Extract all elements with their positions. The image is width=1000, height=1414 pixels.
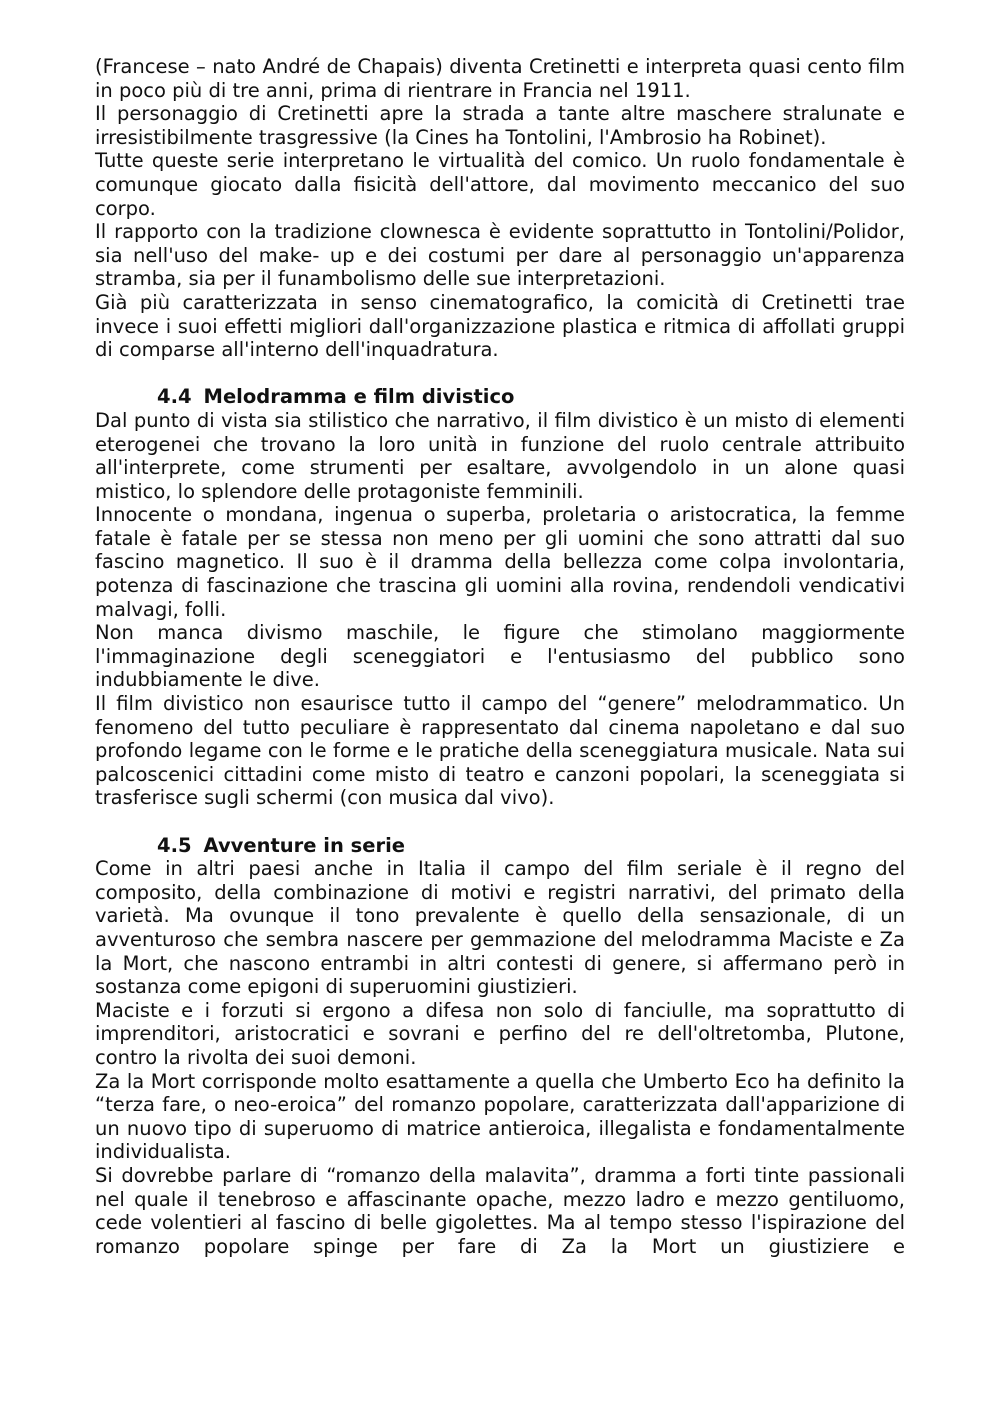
- paragraph: Za la Mort corrisponde molto esattamente a quella che Umberto Eco ha definito la “terza fare, o neo-eroica” del romanzo popolare, caratterizzata dall'apparizione di un nuovo tipo di superuomo di matrice antieroica, illegalista e fondamentalmente individualista.: [95, 1069, 905, 1164]
- paragraph: Si dovrebbe parlare di “romanzo della malavita”, dramma a forti tinte passionali nel quale il tenebroso e affascinante opache, mezzo ladro e mezzo gentiluomo, cede volentieri al fascino di belle gigolettes. Ma al tempo stesso l'ispirazione del romanzo popolare spinge per fare di Za la Mort un giustiziere e: [95, 1163, 905, 1258]
- document-page: [95, 55, 905, 1258]
- paragraph: Il film divistico non esaurisce tutto il campo del “genere” melodrammatico. Un fenomeno del tutto peculiare è rappresentato dal cinema napoletano e dal suo profondo legame con le forme e le pratiche della sceneggiatura musicale. Nata sui palcoscenici cittadini come misto di teatro e canzoni popolari, la sceneggiata si trasferisce sugli schermi (con musica dal vivo).: [95, 692, 905, 810]
- section-number: 4.5: [157, 833, 192, 857]
- section-number: 4.4: [157, 385, 192, 409]
- paragraph: (Francese – nato André de Chapais) diventa Cretinetti e interpreta quasi cento film in poco più di tre anni, prima di rientrare in Francia nel 1911.: [95, 55, 905, 102]
- section-heading-4-5: [95, 834, 905, 858]
- section-heading-4-4: [95, 385, 905, 409]
- paragraph: Il rapporto con la tradizione clownesca è evidente soprattutto in Tontolini/Polidor, sia nell'uso del make- up e dei costumi per dare al personaggio un'apparenza stramba, sia per il funambolismo delle sue interpretazioni.: [95, 220, 905, 291]
- paragraph: Maciste e i forzuti si ergono a difesa non solo di fanciulle, ma soprattutto di imprenditori, aristocratici e sovrani e perfino del re dell'oltretomba, Plutone, contro la rivolta dei suoi demoni.: [95, 998, 905, 1069]
- paragraph: Tutte queste serie interpretano le virtualità del comico. Un ruolo fondamentale è comunque giocato dalla fisicità dell'attore, dal movimento meccanico del suo corpo.: [95, 149, 905, 220]
- section-title: Melodramma e film divistico: [203, 385, 515, 409]
- paragraph: Dal punto di vista sia stilistico che narrativo, il film divistico è un misto di elementi eterogenei che trovano la loro unità in funzione del ruolo centrale attribuito all'interprete, come strumenti per esaltare, avvolgendolo in un alone quasi mistico, lo splendore delle protagoniste femminili.: [95, 408, 905, 503]
- paragraph: Non manca divismo maschile, le figure che stimolano maggiormente l'immaginazione degli sceneggiatori e l'entusiasmo del pubblico sono indubbiamente le dive.: [95, 621, 905, 692]
- paragraph: Come in altri paesi anche in Italia il campo del film seriale è il regno del composito, della combinazione di motivi e registri narrativi, del primato della varietà. Ma ovunque il tono prevalente è quello della sensazionale, di un avventuroso che sembra nascere per gemmazione del melodramma Maciste e Za la Mort, che nascono entrambi in altri contesti di genere, si affermano però in sostanza come epigoni di superuomini giustizieri.: [95, 857, 905, 999]
- section-title: Avventure in serie: [203, 833, 406, 857]
- paragraph: Il personaggio di Cretinetti apre la strada a tante altre maschere stralunate e irresistibilmente trasgressive (la Cines ha Tontolini, l'Ambrosio ha Robinet).: [95, 102, 905, 149]
- paragraph: Innocente o mondana, ingenua o superba, proletaria o aristocratica, la femme fatale è fatale per se stessa non meno per gli uomini che sono attratti dal suo fascino magnetico. Il suo è il dramma della bellezza come colpa involontaria, potenza di fascinazione che trascina gli uomini alla rovina, rendendoli vendicativi malvagi, folli.: [95, 503, 905, 621]
- paragraph: Già più caratterizzata in senso cinematografico, la comicità di Cretinetti trae invece i suoi effetti migliori dall'organizzazione plastica e ritmica di affollati gruppi di comparse all'interno dell'inquadratura.: [95, 290, 905, 362]
